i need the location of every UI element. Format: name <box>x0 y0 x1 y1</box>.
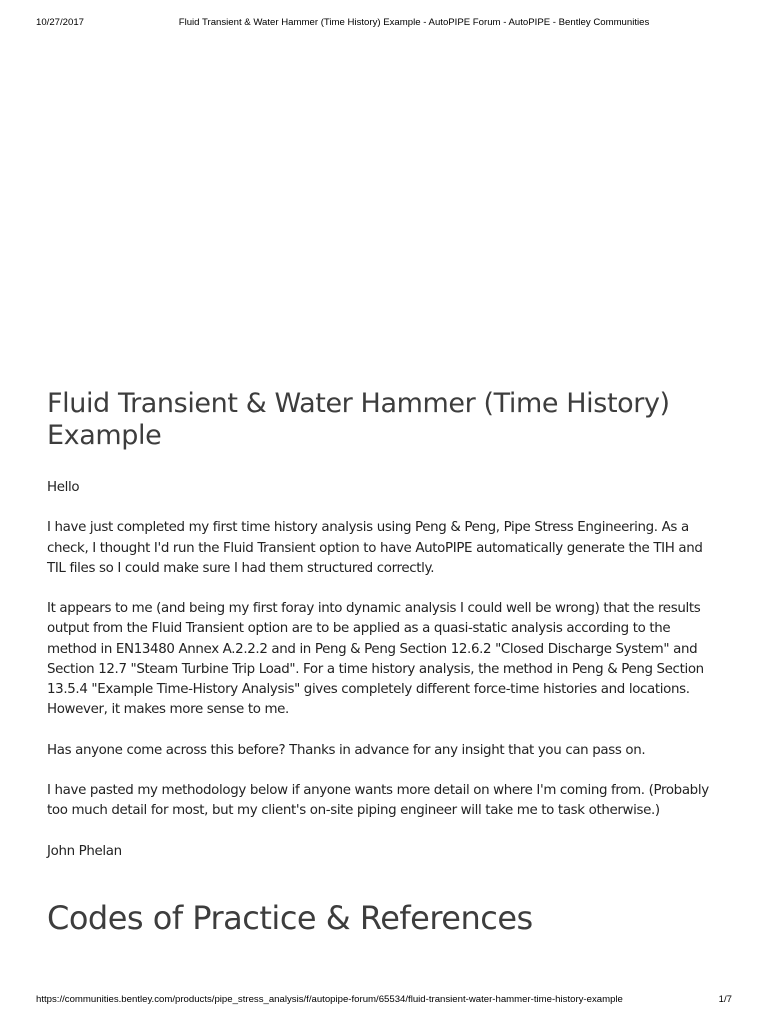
post-signature: John Phelan <box>47 843 122 859</box>
post-title: Fluid Transient & Water Hammer (Time History) Example <box>47 388 670 451</box>
post-paragraph: Has anyone come across this before? Thanks in advance for any insight that you can pass on. <box>47 742 646 758</box>
post-greeting: Hello <box>47 480 80 495</box>
print-footer <box>0 994 768 1008</box>
print-page-title: Fluid Transient & Water Hammer (Time History) Example - AutoPIPE Forum - AutoPIPE - Bentley Communities <box>178 17 650 28</box>
page-number: 1/7 <box>718 994 732 1005</box>
page-url: https://communities.bentley.com/products/pipe_stress_analysis/f/autopipe-forum/65534/fluid-transient-water-hammer-time-history-example <box>36 994 623 1005</box>
post-content <box>47 388 723 882</box>
post-paragraph: It appears to me (and being my first foray into dynamic analysis I could well be wrong) that the results output from the Fluid Transient option are to be applied as a quasi-static analysis according to the method in EN13480 Annex A.2.2.2 and in Peng & Peng Section 12.6.2 "Closed Discharge System" and Section 12.7 "Steam Turbine Trip Load". For a time history analysis, the method in Peng & Peng Section 13.5.4 "Example Time-History Analysis" gives completely different force-time histories and locations. However, it makes more sense to me. <box>47 601 704 718</box>
post-paragraph: I have just completed my first time history analysis using Peng & Peng, Pipe Stress Engineering. As a check, I thought I'd run the Fluid Transient option to have AutoPIPE automatically generate the TIH and TIL files so I could make sure I had them structured correctly. <box>47 520 703 576</box>
print-header <box>0 17 768 31</box>
post-paragraph: I have pasted my methodology below if anyone wants more detail on where I'm coming from. (Probably too much detail for most, but my client's on-site piping engineer will take me to task otherwise.) <box>47 782 709 819</box>
section-heading: Codes of Practice & References <box>47 899 533 937</box>
post-body <box>47 478 723 862</box>
print-date: 10/27/2017 <box>36 17 85 28</box>
